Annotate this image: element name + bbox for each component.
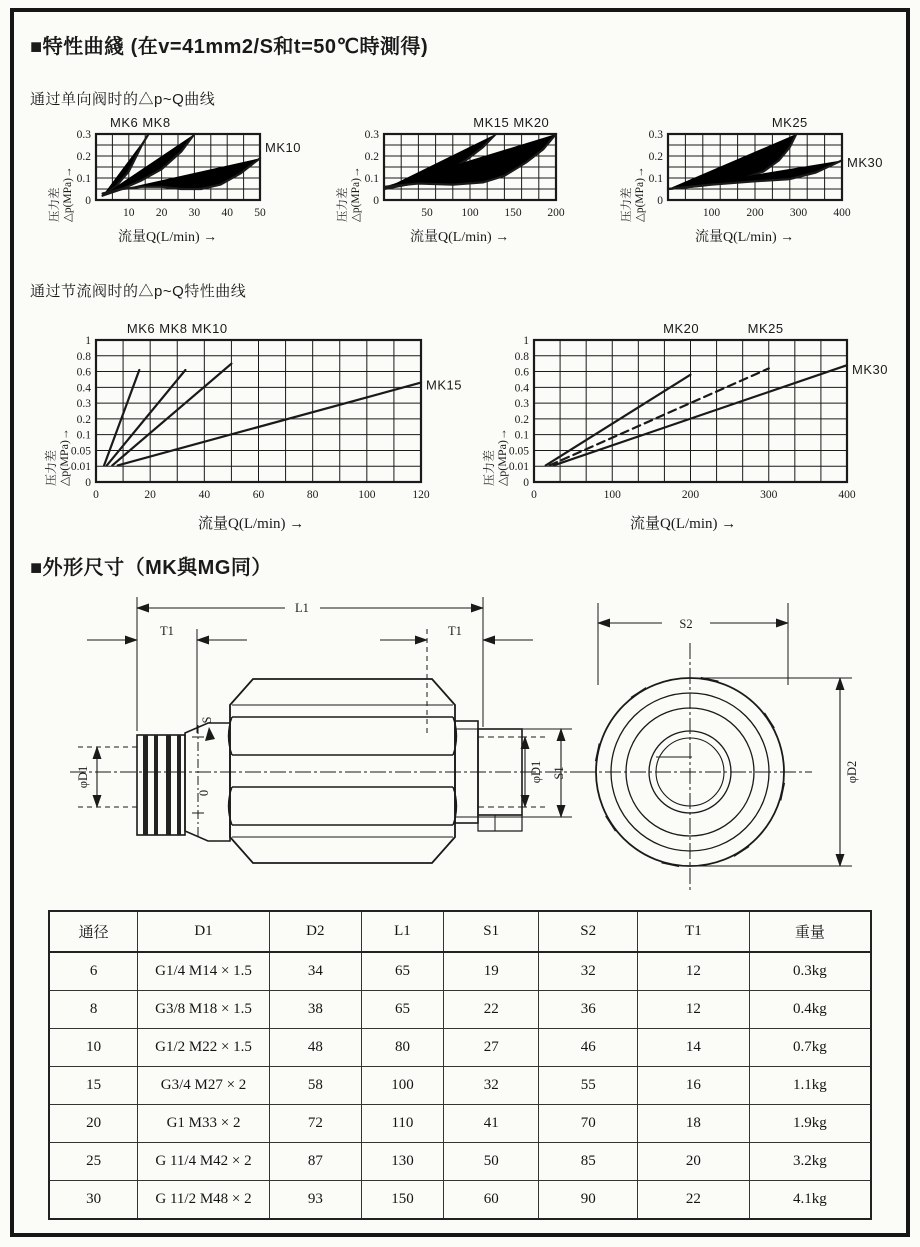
table-header: T1 <box>638 911 750 952</box>
y-tick: 0.2 <box>76 151 91 163</box>
table-cell: 36 <box>539 991 638 1029</box>
series-MK6 <box>104 370 139 465</box>
y-tick: 0.1 <box>364 173 379 185</box>
y-tick: 0.3 <box>76 398 91 411</box>
table-cell: 55 <box>539 1067 638 1105</box>
table-cell: G1/2 M22 × 1.5 <box>138 1029 270 1067</box>
y-tick: 0.4 <box>76 382 91 395</box>
series-top-label: MK6 MK8 MK10 <box>126 321 228 336</box>
y-tick: 0.2 <box>648 151 663 163</box>
table-cell: 19 <box>444 952 539 991</box>
table-row <box>49 1181 871 1220</box>
y-tick: 0.2 <box>514 413 529 426</box>
series-top-label: MK15 MK20 <box>473 115 550 130</box>
y-tick: 0.1 <box>76 173 91 185</box>
y-axis-label: 压力差 △p(MPa)→ <box>482 428 509 486</box>
table-cell: 87 <box>269 1143 361 1181</box>
x-tick: 400 <box>838 489 856 501</box>
y-tick: 0.01 <box>70 461 91 474</box>
table-cell: 48 <box>269 1029 361 1067</box>
dim-label-s1: S1 <box>552 766 566 780</box>
table-cell: 4.1kg <box>749 1181 871 1220</box>
series-right-label: MK10 <box>265 139 301 155</box>
x-tick: 60 <box>252 489 265 501</box>
y-tick: 0.3 <box>648 129 663 141</box>
table-cell: 22 <box>444 991 539 1029</box>
table-row <box>49 1067 871 1105</box>
dimensions-table <box>48 910 872 1220</box>
subtitle-check-valve-curves: 通过单向阀时的△p~Q曲线 <box>30 91 216 108</box>
series-top-label: MK20 <box>663 321 700 336</box>
x-tick: 100 <box>603 489 621 501</box>
series-top-label: MK6 MK8 <box>109 115 171 130</box>
table-header: D2 <box>269 911 361 952</box>
x-axis-label: 流量Q(L/min) → <box>695 230 795 245</box>
knob-mark-open: 0 <box>197 789 211 797</box>
dimension-drawing <box>40 583 880 908</box>
table-cell: 93 <box>269 1181 361 1220</box>
x-axis-label: 流量Q(L/min) → <box>118 230 218 245</box>
table-cell: 22 <box>638 1181 750 1220</box>
x-axis-label: 流量Q(L/min) → <box>198 516 305 532</box>
series-top-label: MK25 <box>747 321 784 336</box>
x-tick: 100 <box>702 207 721 219</box>
y-tick: 0.6 <box>514 366 529 379</box>
dim-label-d1-right: φD1 <box>529 760 543 784</box>
table-cell: 0.3kg <box>749 952 871 991</box>
table-cell: 18 <box>638 1105 750 1143</box>
y-tick: 0.8 <box>514 350 529 363</box>
chart-check-valve-mk15-mk20 <box>324 116 624 246</box>
x-axis-label: 流量Q(L/min) → <box>410 230 510 245</box>
x-tick: 200 <box>681 489 700 501</box>
table-header: D1 <box>138 911 270 952</box>
x-tick: 100 <box>358 489 376 501</box>
series-right-label: MK15 <box>426 377 462 393</box>
dim-label-t1-right: T1 <box>448 624 462 638</box>
table-cell: 25 <box>49 1143 138 1181</box>
y-tick: 0.1 <box>648 173 663 185</box>
table-cell: 130 <box>361 1143 443 1181</box>
series-MK15 <box>118 383 421 466</box>
x-tick: 10 <box>123 207 135 219</box>
table-cell: G1 M33 × 2 <box>138 1105 270 1143</box>
table-cell: 46 <box>539 1029 638 1067</box>
table-cell: 65 <box>361 952 443 991</box>
section-title-characteristic-curves: ■特性曲綫 (在v=41mm2/S和t=50℃時測得) <box>30 36 429 58</box>
table-cell: 12 <box>638 952 750 991</box>
chart-plot-area <box>76 115 301 222</box>
table-cell: G 11/4 M42 × 2 <box>138 1143 270 1181</box>
table-cell: 150 <box>361 1181 443 1220</box>
chart-svg-throttle-large-1 <box>66 321 465 508</box>
table-cell: 3.2kg <box>749 1143 871 1181</box>
y-tick: 0.05 <box>508 445 529 458</box>
chart-throttle-mk6-to-mk15 <box>36 321 462 532</box>
y-tick: 0.1 <box>514 429 529 442</box>
table-cell: 100 <box>361 1067 443 1105</box>
x-tick: 0 <box>531 489 537 501</box>
x-tick: 40 <box>221 207 233 219</box>
y-axis-label: 压力差 △p(MPa)→ <box>621 166 646 222</box>
y-tick: 0.6 <box>76 366 91 379</box>
x-tick: 200 <box>746 207 764 219</box>
chart-svg-check-valve-small-2 <box>364 115 592 222</box>
y-tick: 0.01 <box>508 461 529 474</box>
y-tick: 0 <box>523 477 529 489</box>
y-tick: 0.3 <box>364 129 379 141</box>
knob-mark-closed: S <box>200 716 214 724</box>
chart-plot-area <box>364 115 592 222</box>
x-tick: 200 <box>547 207 565 219</box>
table-cell: 72 <box>269 1105 361 1143</box>
x-tick: 50 <box>254 207 266 219</box>
table-cell: G 11/2 M48 × 2 <box>138 1181 270 1220</box>
table-cell: 6 <box>49 952 138 991</box>
table-cell: 1.9kg <box>749 1105 871 1143</box>
table-cell: 0.4kg <box>749 991 871 1029</box>
series-MK20 <box>546 375 691 466</box>
x-tick: 40 <box>198 489 211 501</box>
x-tick: 400 <box>833 207 851 219</box>
table-header: S2 <box>539 911 638 952</box>
x-tick: 50 <box>421 207 433 219</box>
y-tick: 0.8 <box>76 350 91 363</box>
table-header: 重量 <box>749 911 871 952</box>
table-cell: G3/8 M18 × 1.5 <box>138 991 270 1029</box>
y-tick: 0.3 <box>514 398 529 411</box>
table-cell: 1.1kg <box>749 1067 871 1105</box>
table-row <box>49 1105 871 1143</box>
table-row <box>49 952 871 991</box>
x-tick: 300 <box>789 207 808 219</box>
table-cell: 80 <box>361 1029 443 1067</box>
table-header: S1 <box>444 911 539 952</box>
table-header: 通径 <box>49 911 138 952</box>
table-cell: 58 <box>269 1067 361 1105</box>
x-tick: 80 <box>306 489 319 501</box>
x-tick: 150 <box>504 207 522 219</box>
x-tick: 120 <box>412 489 430 501</box>
y-axis-label: 压力差 △p(MPa)→ <box>44 428 71 486</box>
y-tick: 0 <box>373 195 379 207</box>
table-cell: 34 <box>269 952 361 991</box>
dim-label-l1: L1 <box>295 601 309 615</box>
section-title-outline-dimensions: ■外形尺寸（MK與MG同） <box>30 557 272 579</box>
y-tick: 1 <box>523 335 529 347</box>
dim-label-d2: φD2 <box>845 760 859 784</box>
table-cell: 85 <box>539 1143 638 1181</box>
table-cell: 90 <box>539 1181 638 1220</box>
table-cell: 12 <box>638 991 750 1029</box>
dim-label-t1-left: T1 <box>160 624 174 638</box>
y-tick: 0.2 <box>364 151 379 163</box>
y-tick: 0.3 <box>76 129 91 141</box>
table-row <box>49 1029 871 1067</box>
table-cell: G1/4 M14 × 1.5 <box>138 952 270 991</box>
x-tick: 0 <box>93 489 99 501</box>
y-axis-label: 压力差 △p(MPa)→ <box>49 166 74 222</box>
table-cell: 20 <box>638 1143 750 1181</box>
x-tick: 30 <box>188 207 201 219</box>
chart-svg-check-valve-small-1 <box>76 115 301 222</box>
table-cell: 16 <box>638 1067 750 1105</box>
subtitle-throttle-curves: 通过节流阀时的△p~Q特性曲线 <box>30 283 247 300</box>
dim-label-d1-left: φD1 <box>76 765 90 789</box>
y-tick: 0 <box>85 195 91 207</box>
table-cell: 38 <box>269 991 361 1029</box>
table-cell: 14 <box>638 1029 750 1067</box>
table-cell: 8 <box>49 991 138 1029</box>
y-tick: 1 <box>85 335 91 347</box>
table-cell: 32 <box>444 1067 539 1105</box>
table-cell: 32 <box>539 952 638 991</box>
table-cell: G3/4 M27 × 2 <box>138 1067 270 1105</box>
y-tick: 0.4 <box>514 382 529 395</box>
table-cell: 41 <box>444 1105 539 1143</box>
table-cell: 60 <box>444 1181 539 1220</box>
x-tick: 20 <box>155 207 168 219</box>
y-tick: 0.2 <box>76 413 91 426</box>
table-cell: 50 <box>444 1143 539 1181</box>
x-tick: 20 <box>144 489 156 501</box>
y-tick: 0 <box>85 477 91 489</box>
table-row <box>49 1143 871 1181</box>
table-cell: 20 <box>49 1105 138 1143</box>
series-right-label: MK30 <box>847 155 883 171</box>
y-axis-label: 压力差 △p(MPa)→ <box>337 166 362 222</box>
x-tick: 300 <box>760 489 778 501</box>
table-header: L1 <box>361 911 443 952</box>
chart-svg-check-valve-small-3 <box>648 115 883 222</box>
chart-check-valve-mk25-mk30 <box>608 116 908 246</box>
chart-plot-area <box>66 321 465 508</box>
chart-svg-throttle-large-2 <box>504 321 893 508</box>
table-cell: 110 <box>361 1105 443 1143</box>
series-top-label: MK25 <box>771 115 808 130</box>
table-cell: 0.7kg <box>749 1029 871 1067</box>
table-row <box>49 991 871 1029</box>
dim-label-s2: S2 <box>679 617 693 631</box>
y-tick: 0 <box>657 195 663 207</box>
table-cell: 10 <box>49 1029 138 1067</box>
chart-throttle-mk20-to-mk30 <box>474 321 894 532</box>
y-tick: 0.05 <box>70 445 91 458</box>
table-cell: 15 <box>49 1067 138 1105</box>
chart-check-valve-mk6-mk8-mk10 <box>36 116 336 246</box>
chart-plot-area <box>504 321 893 508</box>
table-cell: 65 <box>361 991 443 1029</box>
x-axis-label: 流量Q(L/min) → <box>630 516 737 532</box>
y-tick: 0.1 <box>76 429 91 442</box>
chart-plot-area <box>648 115 883 222</box>
x-tick: 100 <box>461 207 479 219</box>
table-cell: 30 <box>49 1181 138 1220</box>
table-cell: 27 <box>444 1029 539 1067</box>
table-cell: 70 <box>539 1105 638 1143</box>
series-right-label: MK30 <box>852 361 888 377</box>
